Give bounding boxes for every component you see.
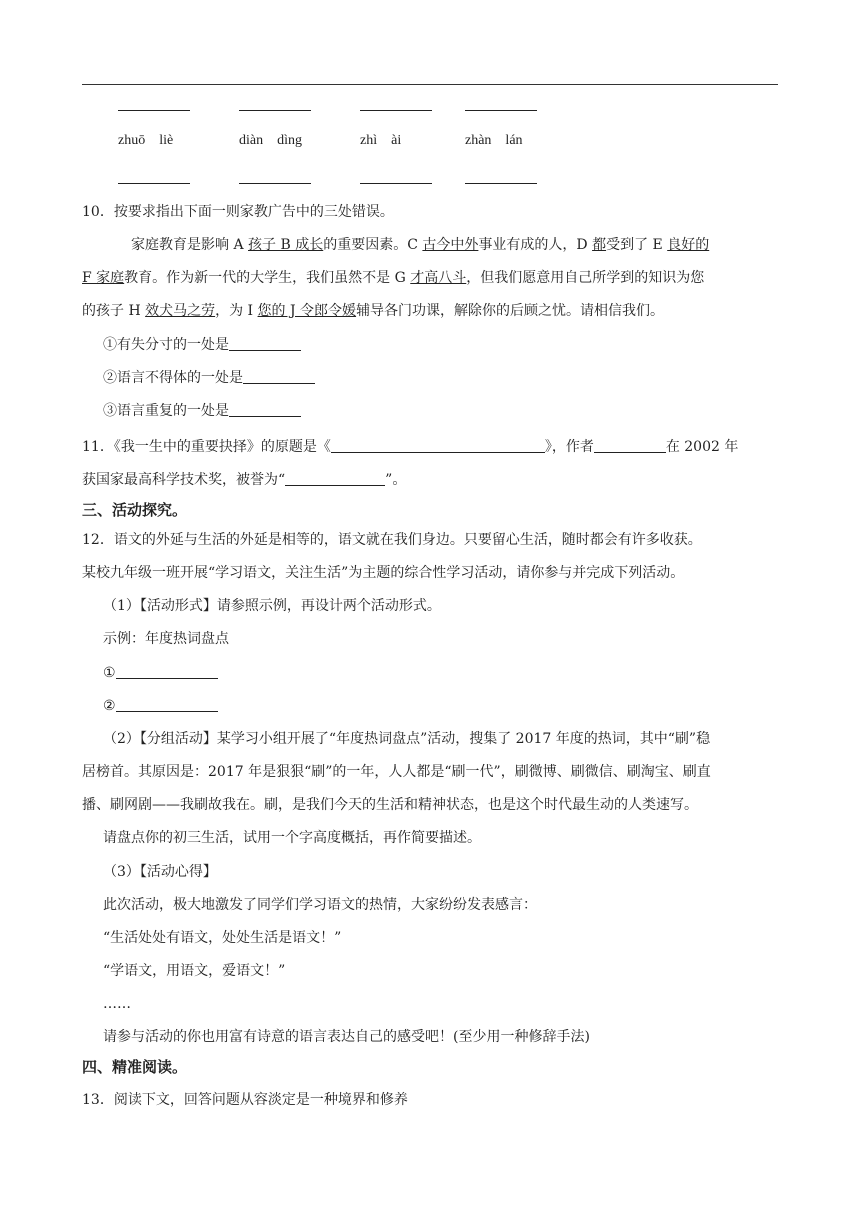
q12-sub-2-line-4: 请盘点你的初三生活，试用一个字高度概括，再作简要描述。 [103,830,481,846]
answer-blank[interactable] [239,183,311,184]
pinyin-1: zhuō liè [118,133,174,148]
underlined-phrase: 效犬马之劳 [145,303,216,319]
answer-blank[interactable] [118,110,190,111]
answer-blank[interactable] [465,183,537,184]
answer-blank[interactable] [239,110,311,111]
q12-sub-1: （1）【活动形式】请参照示例，再设计两个活动形式。 [103,598,441,614]
text: ，但我们愿意用自己所学到的知识为您 [466,270,705,286]
underlined-phrase: 您的 J 令郎令媛 [257,303,357,319]
q12-sub-3-line-2: 请参与活动的你也用富有诗意的语言表达自己的感受吧！(至少用一种修辞手法) [103,1029,590,1045]
q10-item-2 [103,368,783,388]
q10-ad-line-1 [131,235,783,255]
q12-choice-1 [103,663,783,683]
underlined-phrase: 良好的 [667,237,710,253]
q12-sub-2-line-3: 播、刷网剧——我刷故我在。刷，是我们今天的生活和精神状态，也是这个时代最生动的人类速写。 [82,797,698,813]
q12-intro-line-2: 某校九年级一班开展“学习语文，关注生活”为主题的综合性学习活动，请你参与并完成下列活动。 [82,565,685,581]
text: 获国家最高科学技术奖，被誉为“ [82,472,286,488]
question-13-title: 13．阅读下文，回答问题从容淡定是一种境界和修养 [82,1092,408,1108]
text: ③语言重复的一处是 [103,403,229,419]
q10-item-1 [103,335,783,355]
header-rule [82,84,778,85]
answer-blank[interactable] [331,438,545,453]
text: ① [103,665,116,681]
underlined-phrase: 都 [592,237,607,253]
q12-ellipsis: …… [103,996,131,1012]
question-10-title: 10．按要求指出下面一则家教广告中的三处错误。 [82,204,394,220]
q10-ad-line-3 [82,301,782,321]
answer-blank[interactable] [229,336,301,351]
answer-blank[interactable] [116,664,218,679]
text: 的孩子 H [82,303,146,319]
text: 》，作者 [544,439,594,455]
text: ② [103,698,116,714]
text: 事业有成的人，D [478,237,593,253]
answer-blank[interactable] [116,697,218,712]
pinyin-2: diàn dìng [239,133,302,148]
text: 家庭教育是影响 A [131,237,249,253]
text: ”。 [385,472,407,488]
text: ①有失分寸的一处是 [103,337,229,353]
text: 辅导各门功课，解除你的后顾之忧。请相信我们。 [356,303,665,319]
q10-item-3 [103,401,783,421]
underlined-phrase: F 家庭 [82,270,125,286]
answer-blank[interactable] [465,110,537,111]
text: 受到了 E [606,237,668,253]
q12-example: 示例：年度热词盘点 [103,631,229,647]
q12-quote-2: “学语文，用语文，爱语文！” [103,963,286,979]
text: 教育。作为新一代的大学生，我们虽然不是 G [124,270,411,286]
answer-blank[interactable] [360,110,432,111]
underlined-phrase: 孩子 B 成长 [248,237,324,253]
q12-intro-line-1: 12．语文的外延与生活的外延是相等的，语文就在我们身边。只要留心生活，随时都会有许多收获。 [82,532,702,548]
text: 的重要因素。C [323,237,423,253]
answer-blank[interactable] [360,183,432,184]
underlined-phrase: 才高八斗 [410,270,467,286]
question-11-line-2 [82,470,782,490]
answer-blank[interactable] [118,183,190,184]
text: 在 2002 年 [665,439,739,455]
pinyin-3: zhì ài [360,133,402,148]
text: 11．《我一生中的重要抉择》的原题是《 [82,439,331,455]
answer-blank[interactable] [594,438,666,453]
answer-blank[interactable] [229,402,301,417]
q12-sub-3-line-1: 此次活动，极大地激发了同学们学习语文的热情，大家纷纷发表感言： [103,897,537,913]
section-4-heading: 四、精准阅读。 [82,1058,188,1076]
section-3-heading: 三、活动探究。 [82,501,188,519]
answer-blank[interactable] [243,369,315,384]
q12-choice-2 [103,696,783,716]
text: ②语言不得体的一处是 [103,370,243,386]
text: ，为 I [215,303,258,319]
q12-sub-3: （3）【活动心得】 [103,864,217,880]
q12-sub-2-line-1: （2）【分组活动】某学习小组开展了“年度热词盘点”活动，搜集了 2017 年度的热词，其中“刷”稳 [103,731,711,747]
underlined-phrase: 古今中外 [422,237,479,253]
question-11-line-1 [82,437,782,457]
answer-blank[interactable] [285,471,385,486]
q10-ad-line-2 [82,268,782,288]
q12-quote-1: “生活处处有语文，处处生活是语文！” [103,930,342,946]
q12-sub-2-line-2: 居榜首。其原因是：2017 年是狠狠“刷”的一年，人人都是“刷一代”，刷微博、刷微信、刷淘宝、刷直 [82,764,711,780]
pinyin-4: zhàn lán [465,133,523,148]
